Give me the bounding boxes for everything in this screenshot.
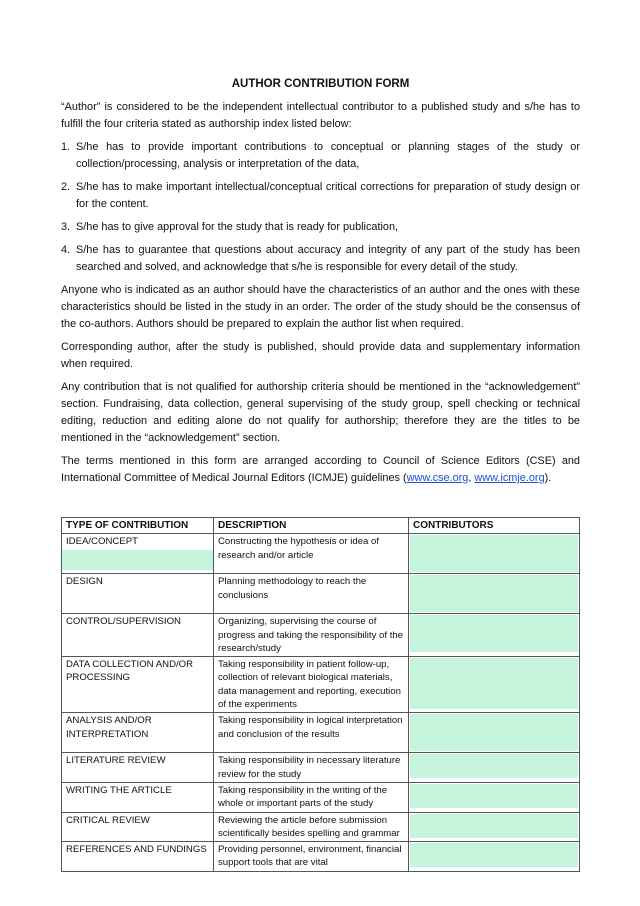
criteria-number: 2.	[61, 181, 71, 193]
form-title: AUTHOR CONTRIBUTION FORM	[231, 78, 410, 90]
intro-paragraph: “Author” is considered to be the independent intellectual contributor to a published study and s/he has to fulfill the four criteria stated as authorship index listed below:	[61, 101, 580, 130]
contributors-input[interactable]	[410, 784, 578, 808]
criteria-text: S/he has to guarantee that questions about accuracy and integrity of any part of the study has been searched and solved, and acknowledge that s/he is responsible for every detail of the study.	[76, 244, 580, 273]
row-type: IDEA/CONCEPT	[66, 536, 138, 548]
contributors-input[interactable]	[410, 658, 578, 709]
table-row	[62, 842, 580, 872]
row-type: LITERATURE REVIEW	[62, 753, 214, 783]
guidelines-text: The terms mentioned in this form are arranged according to Council of Science Editors (CSE) and International Committee of Medical Journal Editors (ICMJE) guidelines (	[61, 455, 580, 484]
row-description: Taking responsibility in the writing of the whole or important parts of the study	[214, 782, 409, 812]
row-type: CRITICAL REVIEW	[62, 812, 214, 842]
row-type: ANALYSIS AND/OR INTERPRETATION	[62, 713, 214, 753]
header-contributors: CONTRIBUTORS	[409, 518, 580, 534]
table-row	[62, 614, 580, 657]
idea-cell	[62, 534, 214, 574]
contributors-input[interactable]	[410, 615, 578, 652]
contributors-input[interactable]	[410, 814, 578, 838]
contributors-input[interactable]	[410, 843, 578, 867]
criteria-text: S/he has to give approval for the study that is ready for publication,	[76, 221, 399, 233]
row-description: Taking responsibility in patient follow-up, collection of relevant biological materials, data management and reporting, execution of the experiments	[214, 657, 409, 713]
contributors-cell	[409, 614, 580, 657]
row-description: Taking responsibility in necessary literature review for the study	[214, 753, 409, 783]
contributors-cell	[409, 534, 580, 574]
table-row	[62, 534, 580, 574]
idea-input-field[interactable]	[62, 550, 213, 570]
icmje-link[interactable]: www.icmje.org	[474, 472, 545, 484]
contributors-cell	[409, 574, 580, 614]
link-separator: ,	[468, 472, 475, 484]
guidelines-paragraph	[61, 453, 580, 487]
table-row	[62, 753, 580, 783]
acknowledgement-paragraph: Any contribution that is not qualified for authorship criteria should be mentioned in the “acknowledgement” section. Fundraising, data collection, general supervising of the study group, spell checking or technical editing, reduction and editing alone do not qualify for authorship; therefore they are the titles to be mentioned in the “acknowledgement” section.	[61, 381, 580, 444]
contributors-input[interactable]	[410, 714, 578, 751]
criteria-list	[61, 139, 580, 276]
row-type: WRITING THE ARTICLE	[62, 782, 214, 812]
row-description: Constructing the hypothesis or idea of research and/or article	[214, 534, 409, 574]
row-type: REFERENCES AND FUNDINGS	[62, 842, 214, 872]
contributors-cell	[409, 842, 580, 872]
table-row	[62, 713, 580, 753]
contributors-cell	[409, 782, 580, 812]
criteria-item	[61, 219, 580, 236]
criteria-item	[61, 242, 580, 276]
contributors-cell	[409, 753, 580, 783]
table-row	[62, 782, 580, 812]
row-type: DATA COLLECTION AND/OR PROCESSING	[62, 657, 214, 713]
author-order-paragraph: Anyone who is indicated as an author should have the characteristics of an author and the ones with these characteristics should be listed in the study in an order. The order of the study should be the consensus of the co-authors. Authors should be prepared to explain the author list when required.	[61, 284, 580, 330]
table-row	[62, 657, 580, 713]
table-row	[62, 574, 580, 614]
contributors-input[interactable]	[410, 754, 578, 778]
contributors-input[interactable]	[410, 575, 578, 612]
cse-link[interactable]: www.cse.org	[406, 472, 469, 484]
row-description: Providing personnel, environment, financial support tools that are vital	[214, 842, 409, 872]
contributors-cell	[409, 657, 580, 713]
criteria-text: S/he has to provide important contributions to conceptual or planning stages of the study or collection/processing, analysis or interpretation of the data,	[76, 141, 580, 170]
corresponding-author-paragraph: Corresponding author, after the study is published, should provide data and supplementary information when required.	[61, 341, 580, 370]
header-description: DESCRIPTION	[214, 518, 409, 534]
table-row	[62, 812, 580, 842]
header-type: TYPE OF CONTRIBUTION	[62, 518, 214, 534]
row-type: DESIGN	[62, 574, 214, 614]
contribution-table	[61, 517, 580, 872]
contributors-cell	[409, 812, 580, 842]
document-page	[61, 78, 580, 872]
criteria-number: 1.	[61, 141, 71, 153]
criteria-number: 4.	[61, 244, 71, 256]
contributors-input[interactable]	[410, 535, 578, 572]
criteria-number: 3.	[61, 221, 71, 233]
row-description: Reviewing the article before submission scientifically besides spelling and grammar	[214, 812, 409, 842]
row-description: Planning methodology to reach the conclusions	[214, 574, 409, 614]
row-description: Taking responsibility in logical interpretation and conclusion of the results	[214, 713, 409, 753]
contributors-cell	[409, 713, 580, 753]
criteria-text: S/he has to make important intellectual/conceptual critical corrections for preparation of study design or for the content.	[76, 181, 580, 210]
table-header-row	[62, 518, 580, 534]
guidelines-end: ).	[544, 472, 552, 484]
row-description: Organizing, supervising the course of progress and taking the responsibility of the research/study	[214, 614, 409, 657]
criteria-item	[61, 139, 580, 173]
criteria-item	[61, 179, 580, 213]
row-type: CONTROL/SUPERVISION	[62, 614, 214, 657]
